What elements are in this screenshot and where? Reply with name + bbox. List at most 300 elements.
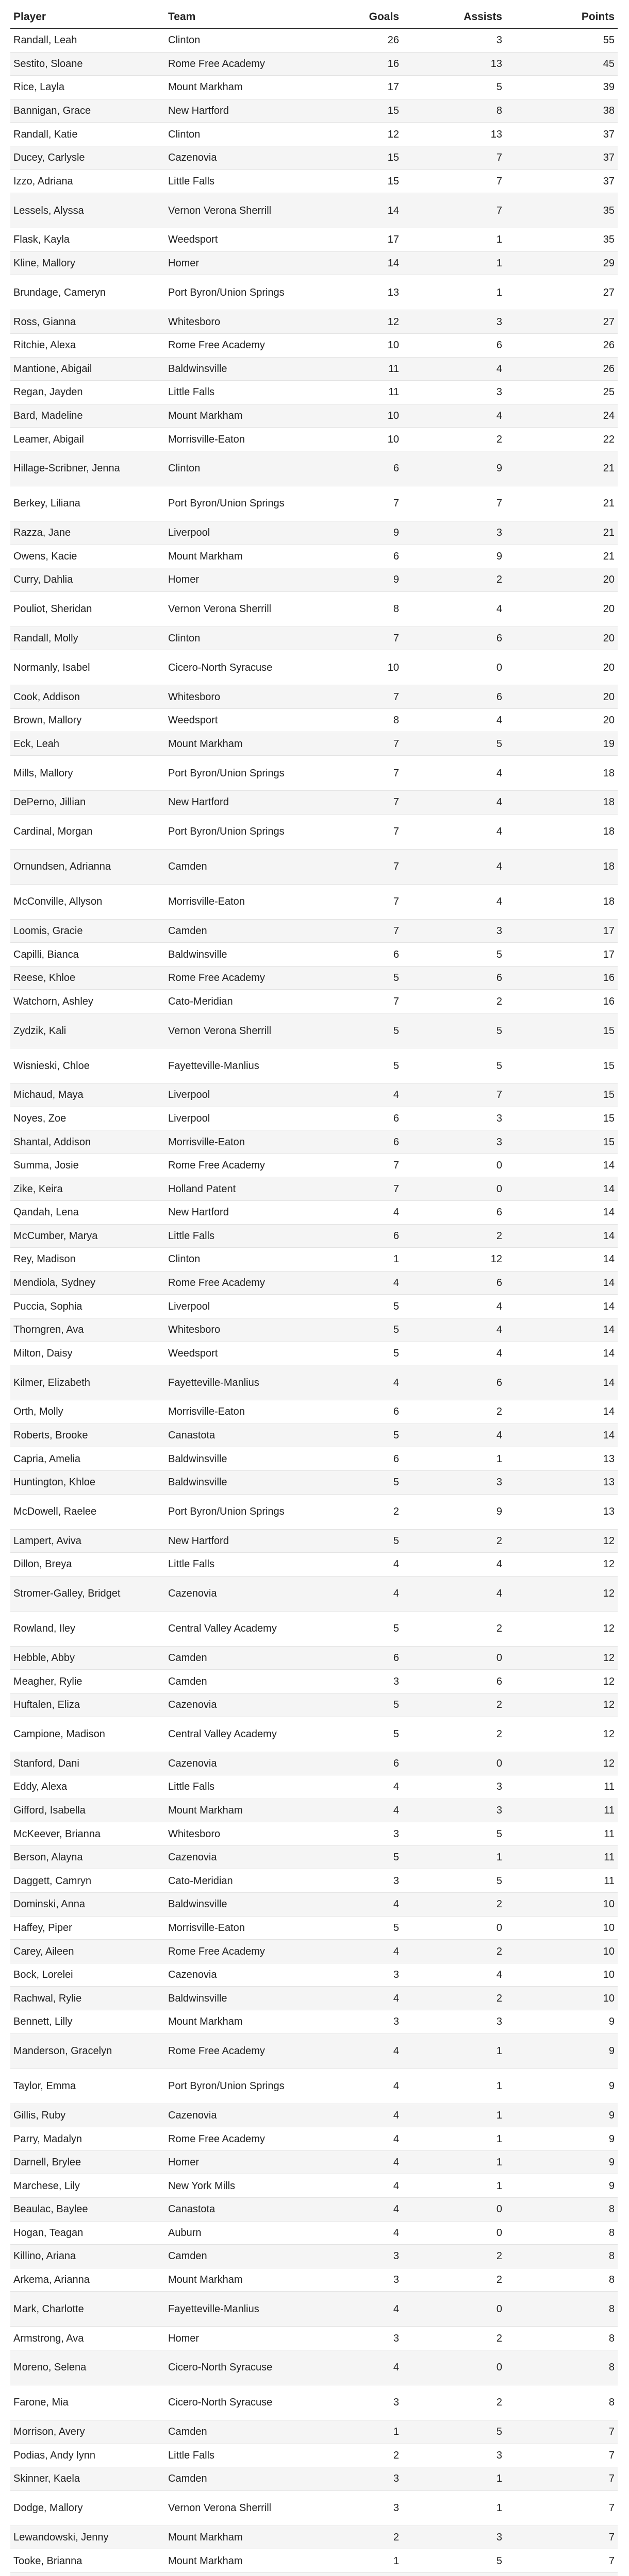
team-cell: Rome Free Academy xyxy=(165,966,330,990)
goals-cell: 15 xyxy=(330,146,402,170)
points-cell: 15 xyxy=(505,1107,618,1130)
table-row xyxy=(10,849,618,884)
table-row xyxy=(10,1529,618,1553)
goals-cell: 7 xyxy=(330,1177,402,1201)
points-cell: 24 xyxy=(505,404,618,428)
goals-cell: 2 xyxy=(330,1494,402,1529)
team-cell: Rome Free Academy xyxy=(165,2127,330,2151)
goals-cell: 10 xyxy=(330,404,402,428)
team-cell: Fayetteville-Manlius xyxy=(165,1365,330,1400)
goals-cell: 11 xyxy=(330,381,402,404)
points-cell: 14 xyxy=(505,1201,618,1225)
table-row xyxy=(10,1987,618,2010)
table-row xyxy=(10,685,618,709)
team-cell: Cazenovia xyxy=(165,1752,330,1775)
assists-cell: 3 xyxy=(402,521,505,545)
player-cell xyxy=(10,2572,165,2576)
team-cell: Clinton xyxy=(165,28,330,52)
assists-cell: 3 xyxy=(402,1130,505,1154)
team-cell: Little Falls xyxy=(165,2444,330,2467)
player-cell: Eddy, Alexa xyxy=(10,1775,165,1799)
points-cell: 20 xyxy=(505,568,618,592)
player-cell: Bannigan, Grace xyxy=(10,99,165,123)
assists-cell: 2 xyxy=(402,1940,505,1963)
assists-cell: 2 xyxy=(402,2327,505,2350)
goals-cell: 3 xyxy=(330,1670,402,1693)
assists-cell: 9 xyxy=(402,545,505,568)
goals-cell: 7 xyxy=(330,919,402,943)
assists-cell: 3 xyxy=(402,1107,505,1130)
goals-cell: 4 xyxy=(330,2221,402,2245)
team-cell: Whitesboro xyxy=(165,685,330,709)
points-cell: 11 xyxy=(505,1822,618,1846)
team-cell: Mount Markham xyxy=(165,2549,330,2573)
team-cell: Canastota xyxy=(165,2198,330,2222)
player-cell: Curry, Dahlia xyxy=(10,568,165,592)
goals-cell: 4 xyxy=(330,2150,402,2174)
goals-cell: 6 xyxy=(330,1400,402,1424)
table-row xyxy=(10,2268,618,2292)
goals-cell: 5 xyxy=(330,1295,402,1318)
points-cell: 8 xyxy=(505,2327,618,2350)
goals-cell: 3 xyxy=(330,1963,402,1987)
points-cell: 15 xyxy=(505,1013,618,1048)
player-cell: Gifford, Isabella xyxy=(10,1799,165,1822)
goals-cell: 4 xyxy=(330,2069,402,2104)
table-row xyxy=(10,1893,618,1917)
goals-cell: 5 xyxy=(330,966,402,990)
table-row xyxy=(10,943,618,967)
assists-cell: 5 xyxy=(402,2420,505,2444)
team-cell: Mount Markham xyxy=(165,545,330,568)
assists-cell: 4 xyxy=(402,756,505,791)
assists-cell: 2 xyxy=(402,1693,505,1717)
team-cell: Rome Free Academy xyxy=(165,1271,330,1295)
points-cell: 14 xyxy=(505,1177,618,1201)
player-cell: Skinner, Kaela xyxy=(10,2467,165,2491)
player-cell: Pouliot, Sheridan xyxy=(10,591,165,626)
points-cell: 26 xyxy=(505,357,618,381)
assists-cell: 0 xyxy=(402,2221,505,2245)
table-row xyxy=(10,1646,618,1670)
assists-cell: 2 xyxy=(402,1529,505,1553)
assists-cell: 3 xyxy=(402,1470,505,1494)
table-row xyxy=(10,451,618,486)
assists-cell: 5 xyxy=(402,76,505,99)
player-cell: Mark, Charlotte xyxy=(10,2292,165,2327)
assists-cell: 0 xyxy=(402,2350,505,2385)
assists-cell: 0 xyxy=(402,1177,505,1201)
player-cell: Kilmer, Elizabeth xyxy=(10,1365,165,1400)
goals-cell: 7 xyxy=(330,990,402,1013)
player-cell: Izzo, Adriana xyxy=(10,170,165,193)
table-row xyxy=(10,591,618,626)
table-row xyxy=(10,1940,618,1963)
goals-cell: 1 xyxy=(330,1248,402,1272)
goals-cell: 6 xyxy=(330,1130,402,1154)
table-row xyxy=(10,2150,618,2174)
player-cell: Dominski, Anna xyxy=(10,1893,165,1917)
goals-cell: 7 xyxy=(330,756,402,791)
goals-cell: 15 xyxy=(330,99,402,123)
goals-cell: 3 xyxy=(330,2490,402,2526)
table-row xyxy=(10,1365,618,1400)
points-cell: 14 xyxy=(505,1154,618,1177)
points-cell: 10 xyxy=(505,1963,618,1987)
assists-cell: 4 xyxy=(402,1295,505,1318)
assists-cell: 2 xyxy=(402,1893,505,1917)
team-cell: Morrisville-Eaton xyxy=(165,1130,330,1154)
assists-cell: 2 xyxy=(402,2245,505,2268)
points-cell: 7 xyxy=(505,2467,618,2491)
team-cell: Rome Free Academy xyxy=(165,333,330,357)
goals-cell: 17 xyxy=(330,228,402,252)
assists-cell: 4 xyxy=(402,849,505,884)
points-column-header[interactable]: Points xyxy=(505,6,618,28)
assists-cell: 5 xyxy=(402,943,505,967)
team-cell: Little Falls xyxy=(165,1553,330,1577)
goals-cell: 6 xyxy=(330,1752,402,1775)
team-cell: Cazenovia xyxy=(165,1693,330,1717)
table-row xyxy=(10,52,618,76)
player-cell: Hebble, Abby xyxy=(10,1646,165,1670)
player-cell: Ross, Gianna xyxy=(10,310,165,334)
player-cell: Stromer-Galley, Bridget xyxy=(10,1576,165,1611)
goals-cell: 13 xyxy=(330,275,402,310)
points-cell: 21 xyxy=(505,451,618,486)
points-cell: 19 xyxy=(505,732,618,756)
table-row xyxy=(10,2292,618,2327)
table-row xyxy=(10,1822,618,1846)
table-row xyxy=(10,1916,618,1940)
points-cell: 45 xyxy=(505,52,618,76)
goals-cell: 10 xyxy=(330,333,402,357)
table-row xyxy=(10,1752,618,1775)
table-row xyxy=(10,626,618,650)
points-cell: 10 xyxy=(505,1893,618,1917)
team-cell: Liverpool xyxy=(165,1107,330,1130)
points-cell: 12 xyxy=(505,1576,618,1611)
player-cell: Cook, Addison xyxy=(10,685,165,709)
assists-cell: 1 xyxy=(402,2104,505,2127)
points-cell: 12 xyxy=(505,1717,618,1752)
table-row xyxy=(10,99,618,123)
table-row xyxy=(10,1048,618,1083)
table-row xyxy=(10,1869,618,1893)
table-row xyxy=(10,1423,618,1447)
points-cell: 29 xyxy=(505,251,618,275)
team-cell: Mount Markham xyxy=(165,1799,330,1822)
assists-cell: 4 xyxy=(402,884,505,919)
goals-cell: 16 xyxy=(330,52,402,76)
team-cell: Homer xyxy=(165,2327,330,2350)
goals-cell: 8 xyxy=(330,591,402,626)
player-cell: Hogan, Teagan xyxy=(10,2221,165,2245)
table-row xyxy=(10,1576,618,1611)
table-row xyxy=(10,2444,618,2467)
points-cell: 37 xyxy=(505,146,618,170)
player-cell: Mills, Mallory xyxy=(10,756,165,791)
team-cell: Liverpool xyxy=(165,521,330,545)
table-row xyxy=(10,1963,618,1987)
assists-cell: 5 xyxy=(402,2549,505,2573)
assists-cell: 13 xyxy=(402,52,505,76)
points-cell: 14 xyxy=(505,1318,618,1342)
team-cell: New York Mills xyxy=(165,2174,330,2198)
player-cell: Daggett, Camryn xyxy=(10,1869,165,1893)
team-column-header[interactable]: Team xyxy=(165,6,330,28)
table-row xyxy=(10,1470,618,1494)
team-cell: Camden xyxy=(165,849,330,884)
assists-cell: 2 xyxy=(402,1987,505,2010)
player-cell: Arkema, Arianna xyxy=(10,2268,165,2292)
player-cell: Qandah, Lena xyxy=(10,1201,165,1225)
goals-cell: 7 xyxy=(330,849,402,884)
player-cell: Moreno, Selena xyxy=(10,2350,165,2385)
points-cell: 12 xyxy=(505,1752,618,1775)
team-cell: Weedsport xyxy=(165,1342,330,1365)
table-row xyxy=(10,2327,618,2350)
points-cell: 14 xyxy=(505,1295,618,1318)
assists-cell: 6 xyxy=(402,626,505,650)
points-cell: 11 xyxy=(505,1775,618,1799)
table-row xyxy=(10,146,618,170)
goals-cell: 4 xyxy=(330,2350,402,2385)
goals-cell: 12 xyxy=(330,310,402,334)
points-cell: 12 xyxy=(505,1646,618,1670)
table-row xyxy=(10,2033,618,2069)
team-cell: Baldwinsville xyxy=(165,1987,330,2010)
assists-cell: 0 xyxy=(402,1646,505,1670)
table-row xyxy=(10,2572,618,2576)
table-row xyxy=(10,1083,618,1107)
points-cell: 9 xyxy=(505,2010,618,2034)
player-cell: Manderson, Gracelyn xyxy=(10,2033,165,2069)
team-cell: Cato-Meridian xyxy=(165,1869,330,1893)
points-cell: 11 xyxy=(505,1845,618,1869)
points-cell: 27 xyxy=(505,310,618,334)
team-cell: Cazenovia xyxy=(165,2104,330,2127)
goals-cell: 3 xyxy=(330,2268,402,2292)
player-cell: Darnell, Brylee xyxy=(10,2150,165,2174)
points-cell: 20 xyxy=(505,685,618,709)
team-cell: Little Falls xyxy=(165,1775,330,1799)
points-cell: 18 xyxy=(505,814,618,849)
table-row xyxy=(10,990,618,1013)
assists-cell: 4 xyxy=(402,1318,505,1342)
points-cell: 12 xyxy=(505,1553,618,1577)
player-cell: McDowell, Raelee xyxy=(10,1494,165,1529)
player-cell: DePerno, Jillian xyxy=(10,791,165,815)
assists-cell: 3 xyxy=(402,2526,505,2549)
team-cell: Whitesboro xyxy=(165,1318,330,1342)
player-cell: Thorngren, Ava xyxy=(10,1318,165,1342)
player-cell: Owens, Kacie xyxy=(10,545,165,568)
team-cell: Cazenovia xyxy=(165,1963,330,1987)
team-cell: Clinton xyxy=(165,451,330,486)
team-cell: Little Falls xyxy=(165,381,330,404)
team-cell: Vernon Verona Sherrill xyxy=(165,193,330,228)
team-cell: Cazenovia xyxy=(165,1576,330,1611)
player-cell: Tooke, Brianna xyxy=(10,2549,165,2573)
assists-cell: 0 xyxy=(402,1916,505,1940)
player-cell: Eck, Leah xyxy=(10,732,165,756)
table-row xyxy=(10,1271,618,1295)
player-cell: McCumber, Marya xyxy=(10,1224,165,1248)
points-cell: 8 xyxy=(505,2198,618,2222)
assists-cell: 12 xyxy=(402,1248,505,1272)
team-cell: Baldwinsville xyxy=(165,1893,330,1917)
table-row xyxy=(10,1248,618,1272)
goals-cell: 5 xyxy=(330,1693,402,1717)
team-cell: Mount Markham xyxy=(165,2526,330,2549)
team-cell: Little Falls xyxy=(165,170,330,193)
player-cell: McConville, Allyson xyxy=(10,884,165,919)
points-cell: 15 xyxy=(505,1048,618,1083)
assists-cell: 1 xyxy=(402,275,505,310)
table-row xyxy=(10,2010,618,2034)
points-cell: 18 xyxy=(505,756,618,791)
table-row xyxy=(10,1611,618,1646)
points-cell: 12 xyxy=(505,1670,618,1693)
points-cell: 16 xyxy=(505,990,618,1013)
player-cell: Randall, Katie xyxy=(10,123,165,146)
table-row xyxy=(10,966,618,990)
team-cell: New Hartford xyxy=(165,1529,330,1553)
table-row xyxy=(10,333,618,357)
player-column-header[interactable]: Player xyxy=(10,6,165,28)
table-row xyxy=(10,228,618,252)
points-cell: 16 xyxy=(505,966,618,990)
team-cell: Central Valley Academy xyxy=(165,1717,330,1752)
goals-cell: 6 xyxy=(330,1107,402,1130)
player-cell: Bard, Madeline xyxy=(10,404,165,428)
points-cell: 7 xyxy=(505,2420,618,2444)
goals-cell: 4 xyxy=(330,1083,402,1107)
points-cell: 35 xyxy=(505,228,618,252)
team-cell: New Hartford xyxy=(165,99,330,123)
team-cell xyxy=(165,2572,330,2576)
points-cell: 25 xyxy=(505,381,618,404)
table-row xyxy=(10,650,618,685)
goals-cell: 14 xyxy=(330,251,402,275)
assists-cell: 0 xyxy=(402,2198,505,2222)
team-cell: Morrisville-Eaton xyxy=(165,428,330,451)
team-cell: Cicero-North Syracuse xyxy=(165,2350,330,2385)
goals-cell: 5 xyxy=(330,1845,402,1869)
table-row xyxy=(10,756,618,791)
team-cell: Cazenovia xyxy=(165,146,330,170)
player-cell: Kline, Mallory xyxy=(10,251,165,275)
table-row xyxy=(10,310,618,334)
goals-cell: 3 xyxy=(330,2385,402,2420)
team-cell: Rome Free Academy xyxy=(165,52,330,76)
points-cell: 55 xyxy=(505,28,618,52)
assists-cell: 4 xyxy=(402,591,505,626)
assists-cell: 4 xyxy=(402,1423,505,1447)
goals-cell: 6 xyxy=(330,1447,402,1471)
player-cell: Mendiola, Sydney xyxy=(10,1271,165,1295)
team-cell: Baldwinsville xyxy=(165,357,330,381)
assists-cell: 7 xyxy=(402,170,505,193)
points-cell: 8 xyxy=(505,2292,618,2327)
team-cell: Holland Patent xyxy=(165,1177,330,1201)
player-cell: Haffey, Piper xyxy=(10,1916,165,1940)
player-cell: Rice, Layla xyxy=(10,76,165,99)
player-cell: Armstrong, Ava xyxy=(10,2327,165,2350)
player-cell: Lampert, Aviva xyxy=(10,1529,165,1553)
assists-cell: 1 xyxy=(402,2150,505,2174)
team-cell: Camden xyxy=(165,1670,330,1693)
team-cell: Mount Markham xyxy=(165,76,330,99)
goals-cell: 1 xyxy=(330,2549,402,2573)
team-cell: Liverpool xyxy=(165,1083,330,1107)
team-cell: Baldwinsville xyxy=(165,1447,330,1471)
player-cell: Watchorn, Ashley xyxy=(10,990,165,1013)
team-cell: Cazenovia xyxy=(165,1845,330,1869)
player-cell: Berson, Alayna xyxy=(10,1845,165,1869)
team-cell: Baldwinsville xyxy=(165,943,330,967)
assists-cell: 7 xyxy=(402,486,505,521)
assists-cell: 7 xyxy=(402,146,505,170)
assists-cell: 6 xyxy=(402,333,505,357)
player-cell: Carey, Aileen xyxy=(10,1940,165,1963)
assists-cell: 1 xyxy=(402,2033,505,2069)
team-cell: Whitesboro xyxy=(165,1822,330,1846)
points-cell: 7 xyxy=(505,2526,618,2549)
table-row xyxy=(10,1224,618,1248)
goals-cell: 2 xyxy=(330,2526,402,2549)
goals-cell: 5 xyxy=(330,1013,402,1048)
goals-cell: 8 xyxy=(330,708,402,732)
team-cell: Clinton xyxy=(165,1248,330,1272)
points-cell: 21 xyxy=(505,486,618,521)
points-cell: 14 xyxy=(505,1423,618,1447)
player-cell: Regan, Jayden xyxy=(10,381,165,404)
table-row xyxy=(10,814,618,849)
goals-cell: 5 xyxy=(330,1470,402,1494)
goals-column-header[interactable]: Goals xyxy=(330,6,402,28)
assists-cell: 1 xyxy=(402,2174,505,2198)
goals-cell: 2 xyxy=(330,2444,402,2467)
player-cell: Brown, Mallory xyxy=(10,708,165,732)
table-row xyxy=(10,2104,618,2127)
player-cell: Puccia, Sophia xyxy=(10,1295,165,1318)
assists-cell: 2 xyxy=(402,1717,505,1752)
goals-cell: 4 xyxy=(330,1893,402,1917)
team-cell: Port Byron/Union Springs xyxy=(165,814,330,849)
player-cell: Randall, Molly xyxy=(10,626,165,650)
assists-cell: 4 xyxy=(402,791,505,815)
team-cell: Liverpool xyxy=(165,1295,330,1318)
points-cell: 37 xyxy=(505,170,618,193)
assists-cell: 9 xyxy=(402,451,505,486)
team-cell: Rome Free Academy xyxy=(165,1940,330,1963)
team-cell: Vernon Verona Sherrill xyxy=(165,1013,330,1048)
goals-cell: 4 xyxy=(330,2033,402,2069)
assists-cell: 2 xyxy=(402,1611,505,1646)
goals-cell: 3 xyxy=(330,1869,402,1893)
table-row xyxy=(10,428,618,451)
assists-column-header[interactable]: Assists xyxy=(402,6,505,28)
assists-cell: 2 xyxy=(402,1224,505,1248)
table-row xyxy=(10,123,618,146)
assists-cell: 3 xyxy=(402,2010,505,2034)
table-row xyxy=(10,521,618,545)
table-row xyxy=(10,193,618,228)
player-cell: Dillon, Breya xyxy=(10,1553,165,1577)
assists-cell: 2 xyxy=(402,2385,505,2420)
